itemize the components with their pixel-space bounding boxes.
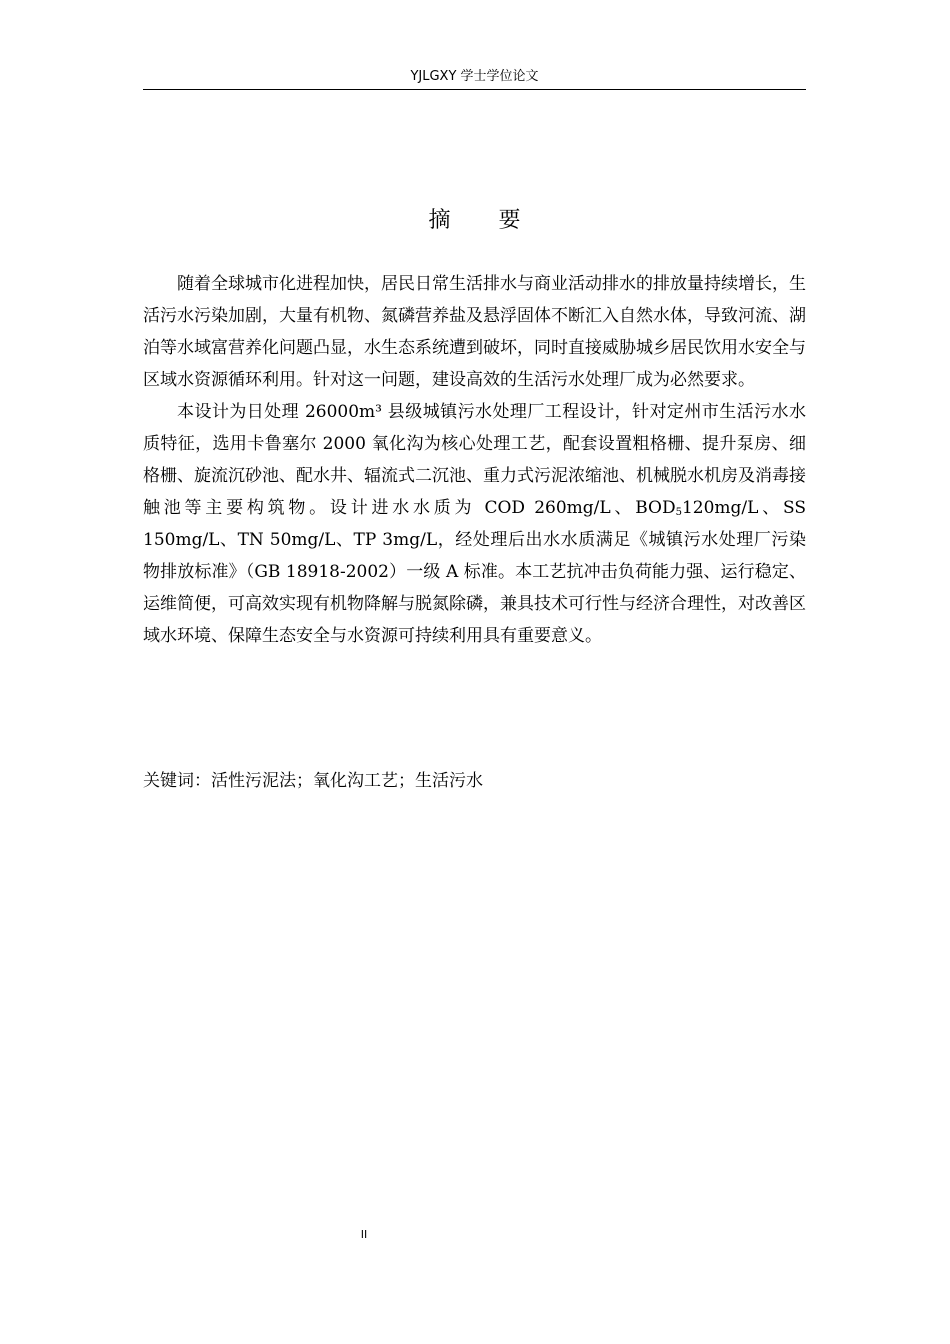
- header-text: YJLGXY 学士学位论文: [410, 69, 539, 84]
- keywords-value: 活性污泥法；氧化沟工艺；生活污水: [211, 771, 483, 791]
- paragraph-2-text-a: 本设计为日处理 26000m³ 县级城镇污水处理厂工程设计，针对定州市生活污水水质特征，选用卡鲁塞尔 2000 氧化沟为核心处理工艺，配套设置粗格栅、提升泵房、细格栅、旋流沉砂池、配水井、辐流式二沉池、重力式污泥浓缩池、机械脱水机房及消毒接触池等主要构筑物。设计进水水质为 COD 260mg/L、BOD: [143, 402, 806, 518]
- title-char-2: 要: [498, 208, 521, 233]
- running-header: [143, 66, 806, 90]
- abstract-paragraph-1: 随着全球城市化进程加快，居民日常生活排水与商业活动排水的排放量持续增长，生活污水污染加剧，大量有机物、氮磷营养盐及悬浮固体不断汇入自然水体，导致河流、湖泊等水域富营养化问题凸显，水生态系统遭到破坏，同时直接威胁城乡居民饮用水安全与区域水资源循环利用。针对这一问题，建设高效的生活污水处理厂成为必然要求。: [143, 274, 806, 390]
- abstract-body: [143, 268, 806, 652]
- abstract-title: [143, 204, 806, 238]
- page-number: II: [360, 1228, 368, 1241]
- keywords-label: 关键词：: [143, 771, 211, 791]
- abstract-paragraph-2: [143, 396, 806, 652]
- bod-subscript: 5: [675, 507, 682, 518]
- keywords-line: [143, 766, 806, 796]
- paragraph-2-text-b: 120mg/L、SS 150mg/L、TN 50mg/L、TP 3mg/L，经处理后出水水质满足《城镇污水处理厂污染物排放标准》（GB 18918-2002）一级 A 标准。本工艺抗冲击负荷能力强、运行稳定、运维简便，可高效实现有机物降解与脱氮除磷，兼具技术可行性与经济合理性，对改善区域水环境、保障生态安全与水资源可持续利用具有重要意义。: [143, 498, 806, 646]
- title-char-1: 摘: [428, 208, 451, 233]
